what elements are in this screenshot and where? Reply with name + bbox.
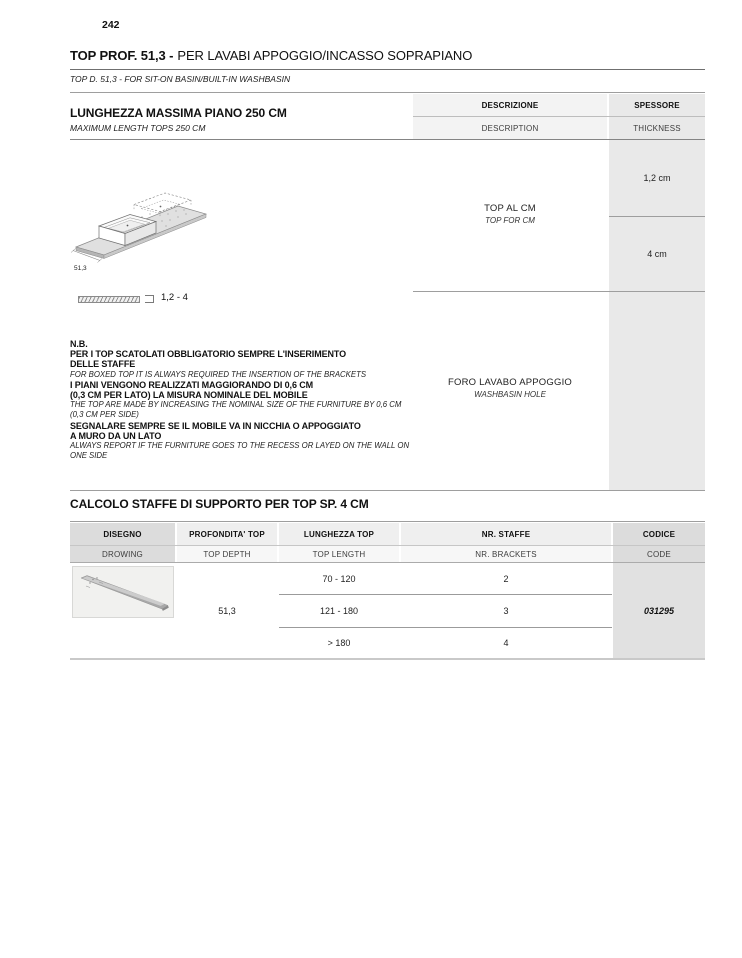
note-line: DELLE STAFFE	[70, 359, 136, 370]
note-line: FOR BOXED TOP IT IS ALWAYS REQUIRED THE INSERTION OF THE BRACKETS	[70, 369, 367, 379]
note-line: (0,3 CM PER SIDE)	[70, 410, 139, 420]
table2-header-disegno: DISEGNO	[70, 523, 175, 545]
section1-subheading: MAXIMUM LENGTH TOPS 250 CM	[70, 123, 206, 133]
thickness-bracket-icon	[145, 295, 154, 303]
note-line: THE TOP ARE MADE BY INCREASING THE NOMINAL SIZE OF THE FURNITURE BY 0,6 CM	[70, 400, 402, 410]
thickness-hatch-strip	[78, 296, 140, 303]
note-line: PER I TOP SCATOLATI OBBLIGATORIO SEMPRE L'INSERIMENTO	[70, 349, 347, 360]
title-rule	[70, 69, 705, 70]
page-title-rest: PER LAVABI APPOGGIO/INCASSO SOPRAPIANO	[177, 48, 473, 63]
table2-brackets-3: 4	[503, 638, 509, 648]
divider	[70, 521, 705, 522]
section2-title: CALCOLO STAFFE DI SUPPORTO PER TOP SP. 4 CM	[70, 497, 369, 511]
table2-header-top-length: TOP LENGTH	[279, 546, 399, 562]
table1-row-hole-description-it: FORO LAVABO APPOGGIO	[447, 377, 572, 388]
table2-header-code: CODE	[613, 546, 705, 562]
table2-brackets-2: 3	[503, 606, 509, 616]
note-line: (0,3 CM PER LATO) LA MISURA NOMINALE DEL MOBILE	[70, 390, 308, 401]
table1-thickness-value-1: 1,2 cm	[643, 173, 671, 183]
table2-header-staffe: NR. STAFFE	[401, 523, 611, 545]
notes-block	[70, 339, 430, 461]
page-title-bold: TOP PROF. 51,3 -	[70, 48, 174, 63]
table2-length-2: 121 - 180	[319, 606, 359, 616]
divider	[70, 490, 705, 491]
table1-header-thickness: THICKNESS	[633, 123, 681, 133]
top-isometric-drawing	[70, 183, 215, 283]
table2-header-drowing: DROWING	[70, 546, 175, 562]
table1-thickness-value-2: 4 cm	[647, 249, 667, 259]
page-title	[70, 48, 710, 63]
page-subtitle: TOP D. 51,3 - FOR SIT-ON BASIN/BUILT-IN WASHBASIN	[70, 74, 291, 84]
note-line: N.B.	[70, 339, 88, 349]
table2-code-value: 031295	[643, 605, 675, 616]
table1-header-descrizione: DESCRIZIONE	[481, 100, 539, 110]
table1-row-top-description-en: TOP FOR CM	[485, 216, 535, 225]
note-line: ALWAYS REPORT IF THE FURNITURE GOES TO THE RECESS OR LAYED ON THE WALL ON	[70, 441, 410, 451]
table1-header-spessore: SPESSORE	[634, 100, 680, 110]
table1-header-description: DESCRIPTION	[481, 123, 539, 133]
note-line: ONE SIDE	[70, 451, 108, 461]
thickness-range-label: 1,2 - 4	[161, 292, 188, 303]
table1-row-hole-description-en: WASHBASIN HOLE	[474, 390, 546, 399]
note-line: A MURO DA UN LATO	[70, 430, 162, 441]
note-line: I PIANI VENGONO REALIZZATI MAGGIORANDO DI 0,6 CM	[70, 379, 314, 390]
divider	[70, 92, 705, 93]
divider	[413, 291, 705, 292]
bracket-photo	[72, 566, 174, 618]
table2-header-lunghezza: LUNGHEZZA TOP	[279, 523, 399, 545]
table2-length-1: 70 - 120	[322, 573, 356, 584]
table2-header-top-depth: TOP DEPTH	[177, 546, 277, 562]
table2-header-nr-brackets: NR. BRACKETS	[401, 546, 611, 562]
section1-heading: LUNGHEZZA MASSIMA PIANO 250 CM	[70, 106, 287, 120]
table2-header-profondita: PROFONDITA' TOP	[177, 523, 277, 545]
depth-dimension-label: 51,3	[74, 265, 87, 272]
table1-row-top-description-it: TOP AL CM	[484, 203, 536, 214]
divider	[70, 658, 705, 660]
page-number: 242	[102, 19, 120, 31]
table2-brackets-1: 2	[503, 573, 509, 584]
note-line: SEGNALARE SEMPRE SE IL MOBILE VA IN NICCHIA O APPOGGIATO	[70, 420, 361, 431]
table2-header-codice: CODICE	[613, 523, 705, 545]
table2-length-3: > 180	[327, 638, 351, 648]
table2-top-depth-value: 51,3	[218, 605, 236, 616]
